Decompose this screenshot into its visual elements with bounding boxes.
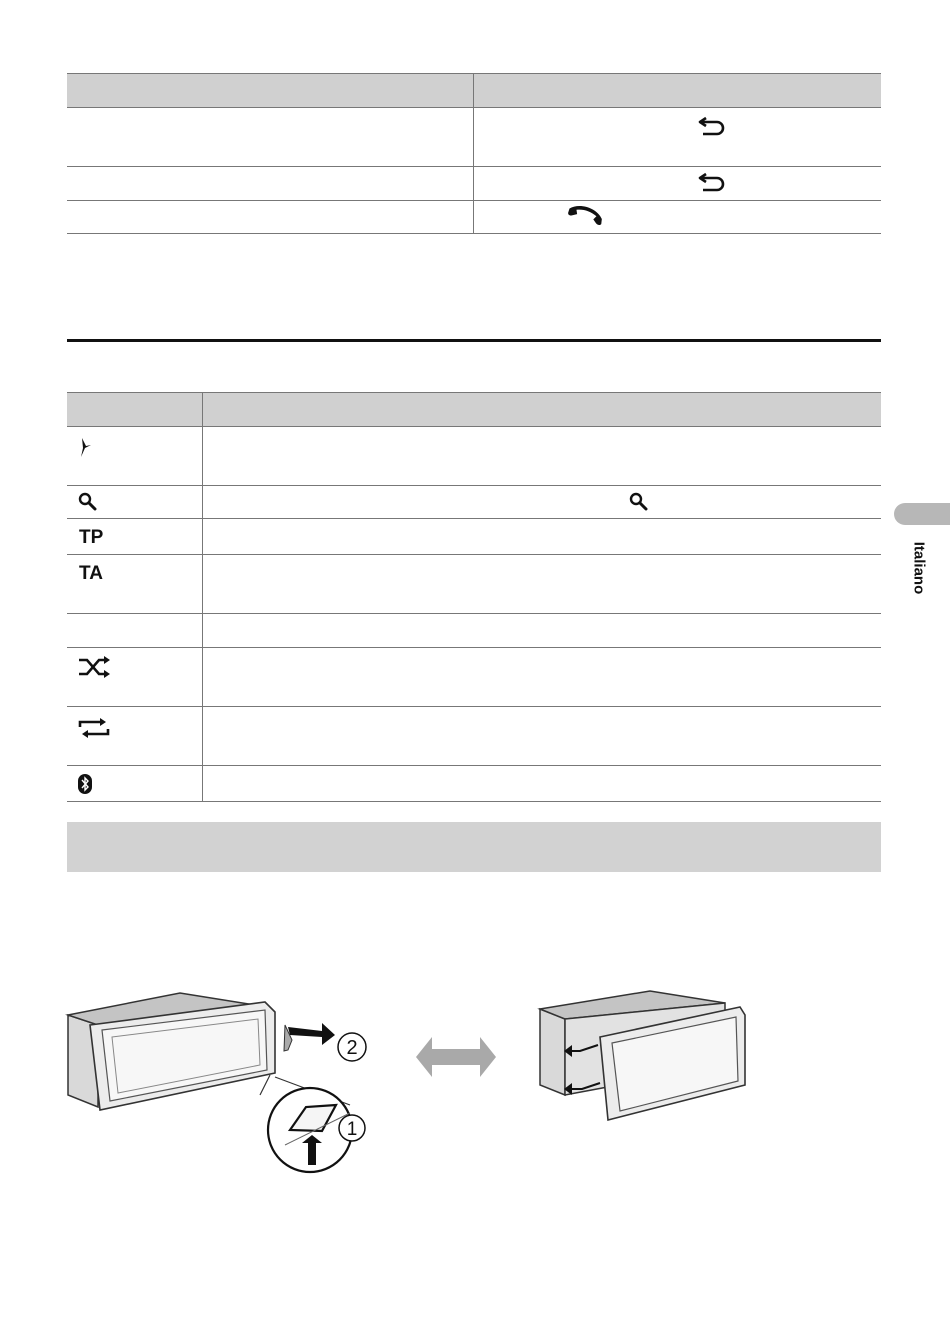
ta-indicator: TA [79,563,103,584]
back-arrow-icon [697,116,727,136]
table-row [67,555,881,614]
table-row [67,108,881,167]
antenna-icon [78,437,94,459]
language-label: Italiano [910,541,928,595]
language-tab [894,503,950,525]
repeat-icon [77,717,111,739]
phone-icon [566,205,606,227]
section-divider [67,339,881,342]
operation-table-header [67,73,881,108]
table-row [67,167,881,201]
back-arrow-icon [697,172,727,192]
table-row [67,486,881,519]
indicator-table [67,392,881,802]
table-row [67,519,881,555]
table-row [67,614,881,648]
step-1-label: 1 [346,1119,358,1140]
search-icon [629,492,649,512]
table-row [67,707,881,766]
table-row [67,201,881,234]
table-row [67,648,881,707]
indicator-table-header [67,392,881,427]
table-row [67,766,881,801]
shuffle-icon [77,656,113,680]
search-icon [78,492,98,512]
tp-indicator: TP [79,527,104,548]
operation-table [67,73,881,234]
table-row [67,427,881,486]
section-header-band [67,822,881,872]
step-2-label: 2 [346,1037,358,1059]
bluetooth-icon [78,774,92,794]
front-panel-illustration [60,985,760,1185]
